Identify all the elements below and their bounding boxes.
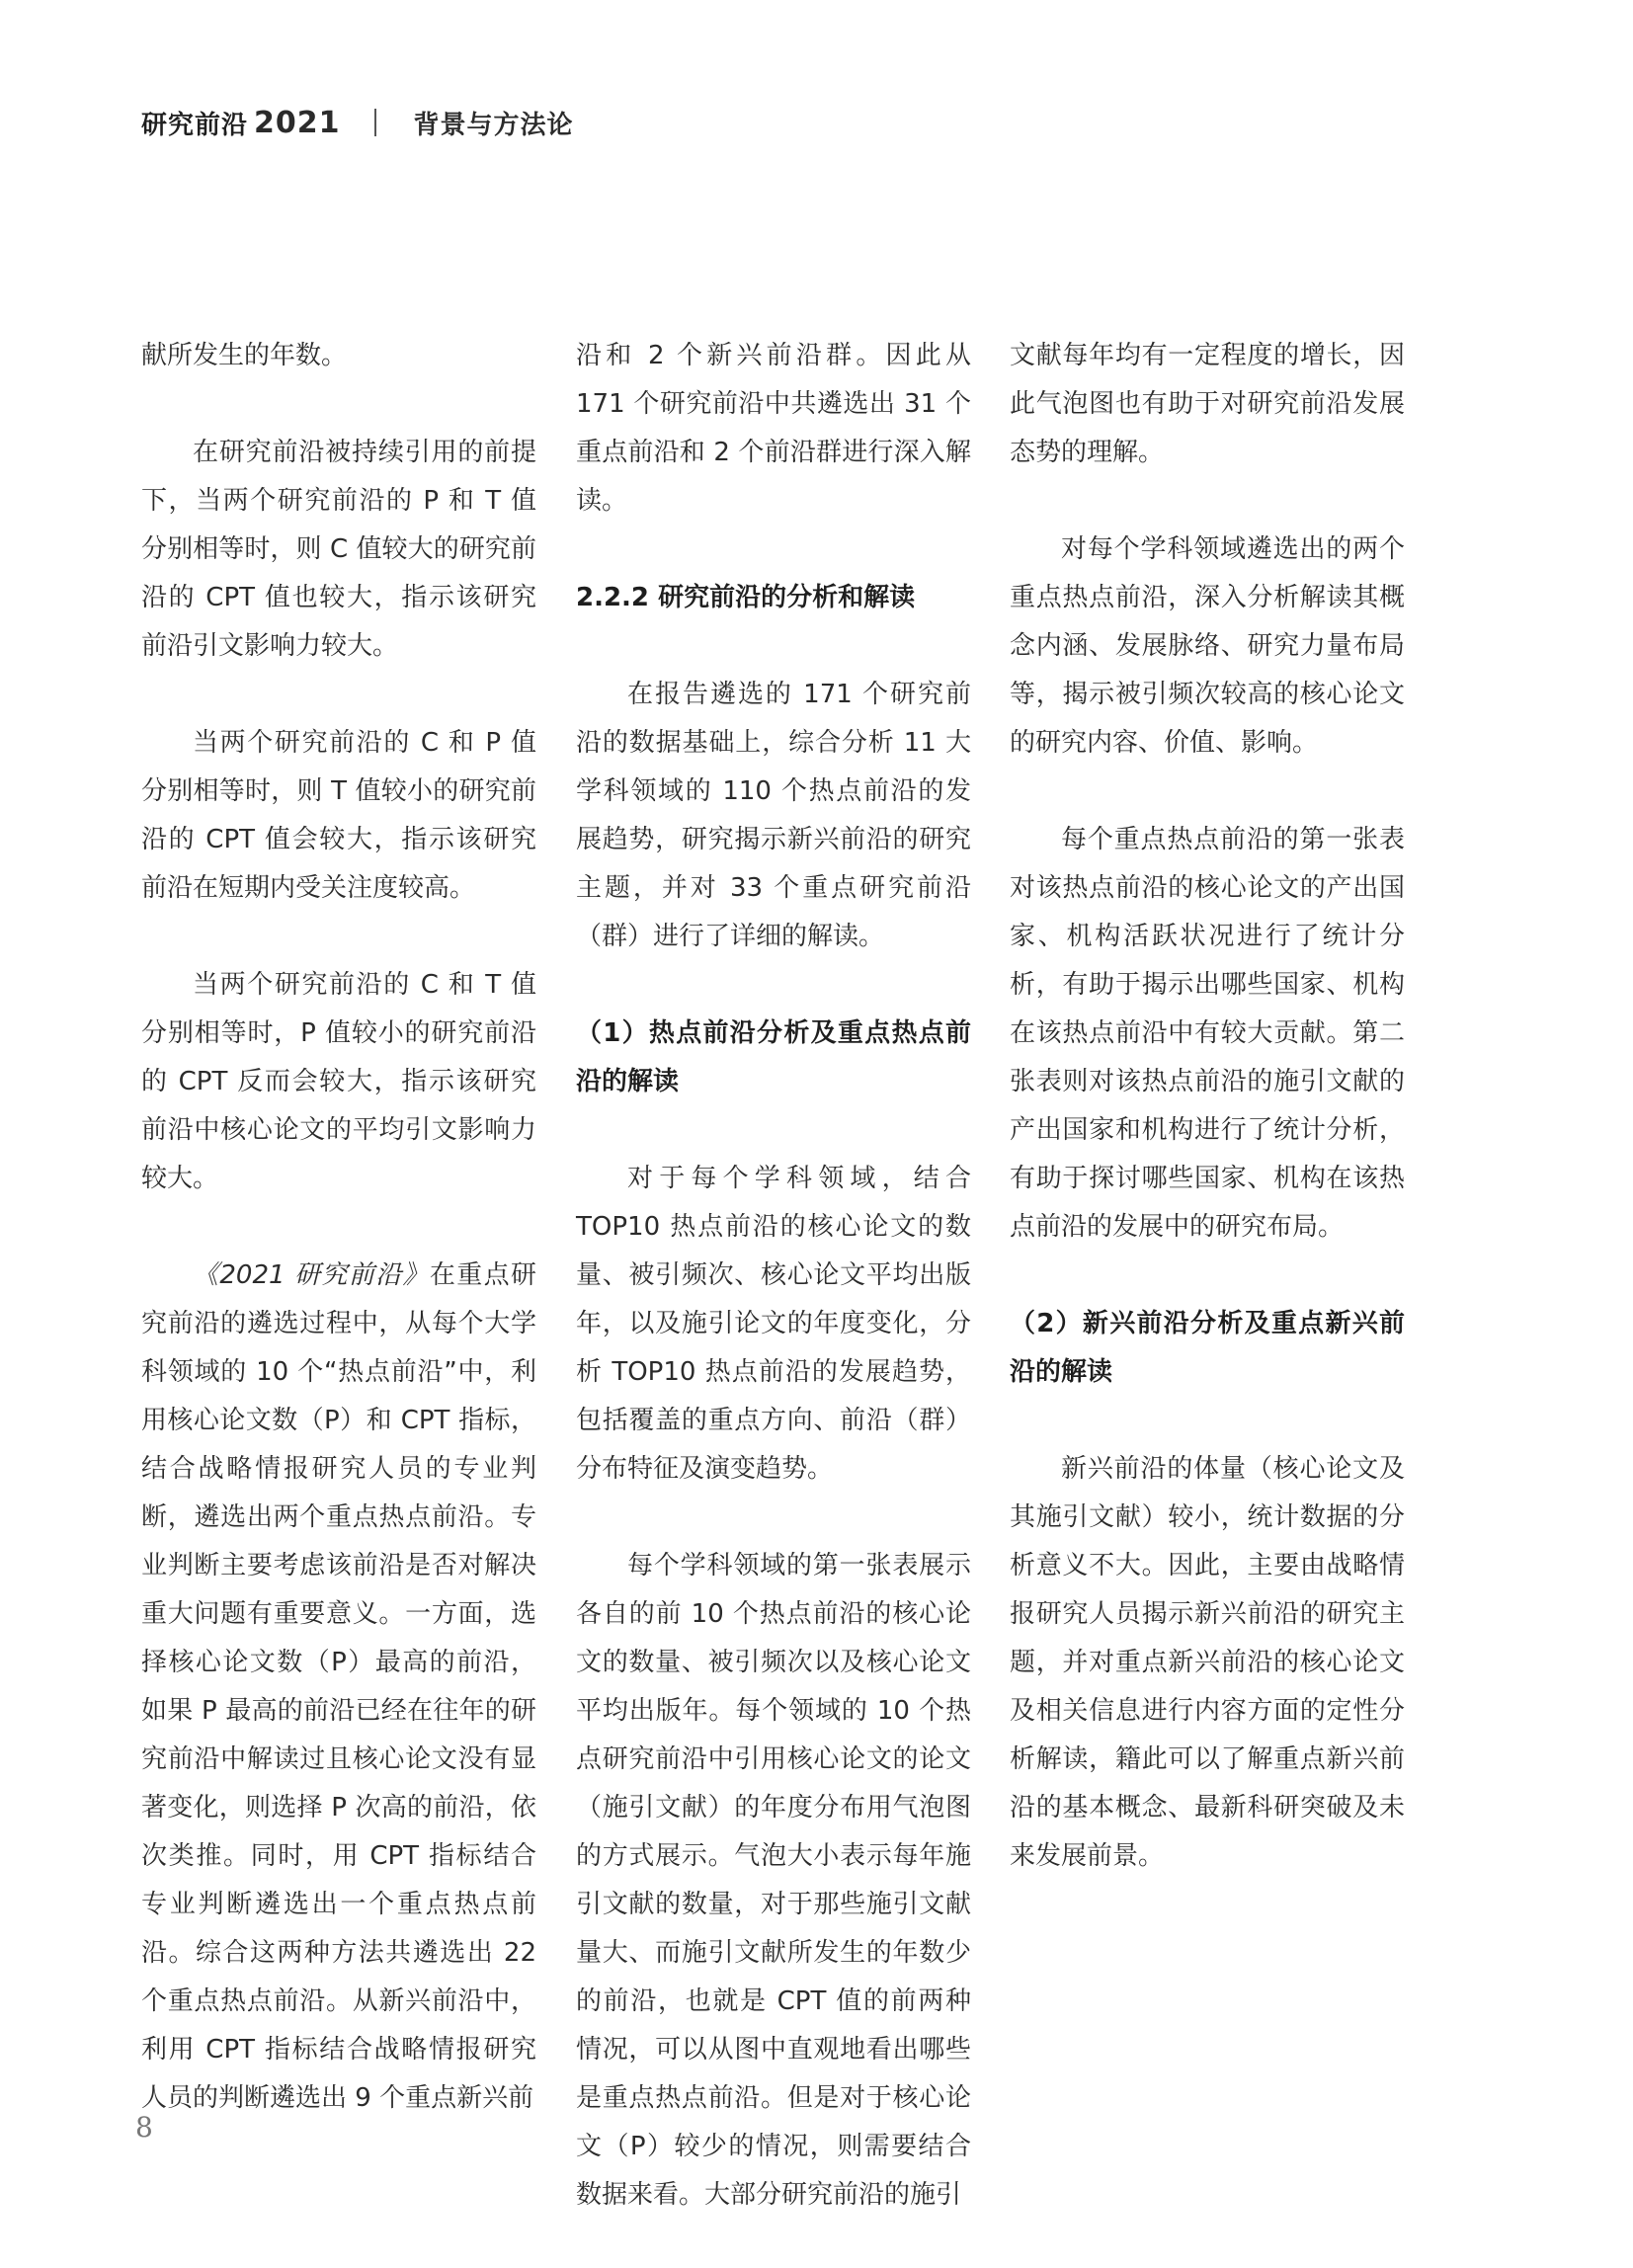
paragraph: 当两个研究前沿的 C 和 P 值分别相等时，则 T 值较小的研究前沿的 CPT 值会较大，指示该研究前沿在短期内受关注度较高。 — [141, 728, 536, 903]
header-year: 2021 — [254, 105, 341, 140]
paragraph: 献所发生的年数。 — [141, 341, 348, 370]
header-section: 背景与方法论 — [413, 110, 574, 140]
text-column-3 — [1010, 332, 1405, 1929]
subsection-heading: （2）新兴前沿分析及重点新兴前沿的解读 — [1010, 1309, 1405, 1387]
text-column-2 — [576, 332, 971, 2268]
header-divider — [374, 109, 376, 136]
paragraph: 对于每个学科领域，结合 TOP10 热点前沿的核心论文的数量、被引频次、核心论文平均出版年，以及施引论文的年度变化，分析 TOP10 热点前沿的发展趋势，包括覆盖的重点方向、前沿（群）分布特征及演变趋势。 — [576, 1164, 971, 1484]
paragraph: 当两个研究前沿的 C 和 T 值分别相等时，P 值较小的研究前沿的 CPT 反而会较大，指示该研究前沿中核心论文的平均引文影响力较大。 — [141, 970, 536, 1193]
page-number: 8 — [135, 2111, 153, 2144]
paragraph: 对每个学科领域遴选出的两个重点热点前沿，深入分析解读其概念内涵、发展脉络、研究力量布局等，揭示被引频次较高的核心论文的研究内容、价值、影响。 — [1010, 534, 1405, 758]
paragraph: 在研究前沿被持续引用的前提下，当两个研究前沿的 P 和 T 值分别相等时，则 C 值较大的研究前沿的 CPT 值也较大，指示该研究前沿引文影响力较大。 — [141, 438, 536, 661]
running-header — [141, 103, 574, 142]
paragraph: 文献每年均有一定程度的增长，因此气泡图也有助于对研究前沿发展态势的理解。 — [1010, 341, 1405, 467]
paragraph: 沿和 2 个新兴前沿群。因此从 171 个研究前沿中共遴选出 31 个重点前沿和 2 个前沿群进行深入解读。 — [576, 341, 971, 516]
paragraph: 每个重点热点前沿的第一张表对该热点前沿的核心论文的产出国家、机构活跃状况进行了统计分析，有助于揭示出哪些国家、机构在该热点前沿中有较大贡献。第二张表则对该热点前沿的施引文献的产出国家和机构进行了统计分析，有助于探讨哪些国家、机构在该热点前沿的发展中的研究布局。 — [1010, 825, 1405, 1242]
section-heading: 2.2.2 研究前沿的分析和解读 — [576, 583, 916, 612]
paragraph — [141, 1252, 536, 2123]
text-column-1 — [141, 332, 536, 2171]
paragraph-text: 在重点研究前沿的遴选过程中，从每个大学科领域的 10 个“热点前沿”中，利用核心论文数（P）和 CPT 指标，结合战略情报研究人员的专业判断，遴选出两个重点热点前沿。专业判断主要考虑该前沿是否对解决重大问题有重要意义。一方面，选择核心论文数（P）最高的前沿，如果 P 最高的前沿已经在往年的研究前沿中解读过且核心论文没有显著变化，则选择 P 次高的前沿，依次类推。同时，用 CPT 指标结合专业判断遴选出一个重点热点前沿。综合这两种方法共遴选出 22 个重点热点前沿。从新兴前沿中，利用 CPT 指标结合战略情报研究人员的判断遴选出 9 个重点新兴前 — [141, 1260, 536, 2113]
subsection-heading: （1）热点前沿分析及重点热点前沿的解读 — [576, 1018, 971, 1096]
report-title-italic: 《2021 研究前沿》 — [193, 1260, 430, 1290]
paragraph: 每个学科领域的第一张表展示各自的前 10 个热点前沿的核心论文的数量、被引频次以及核心论文平均出版年。每个领域的 10 个热点研究前沿中引用核心论文的论文（施引文献）的年度分布用气泡图的方式展示。气泡大小表示每年施引文献的数量，对于那些施引文献量大、而施引文献所发生的年数少的前沿，也就是 CPT 值的前两种情况，可以从图中直观地看出哪些是重点热点前沿。但是对于核心论文（P）较少的情况，则需要结合数据来看。大部分研究前沿的施引 — [576, 1551, 971, 2210]
paragraph: 在报告遴选的 171 个研究前沿的数据基础上，综合分析 11 大学科领域的 110 个热点前沿的发展趋势，研究揭示新兴前沿的研究主题，并对 33 个重点研究前沿（群）进行了详细的解读。 — [576, 680, 971, 951]
header-title: 研究前沿 — [141, 110, 249, 140]
paragraph: 新兴前沿的体量（核心论文及其施引文献）较小，统计数据的分析意义不大。因此，主要由战略情报研究人员揭示新兴前沿的研究主题，并对重点新兴前沿的核心论文及相关信息进行内容方面的定性分析解读，籍此可以了解重点新兴前沿的基本概念、最新科研突破及未来发展前景。 — [1010, 1454, 1405, 1871]
